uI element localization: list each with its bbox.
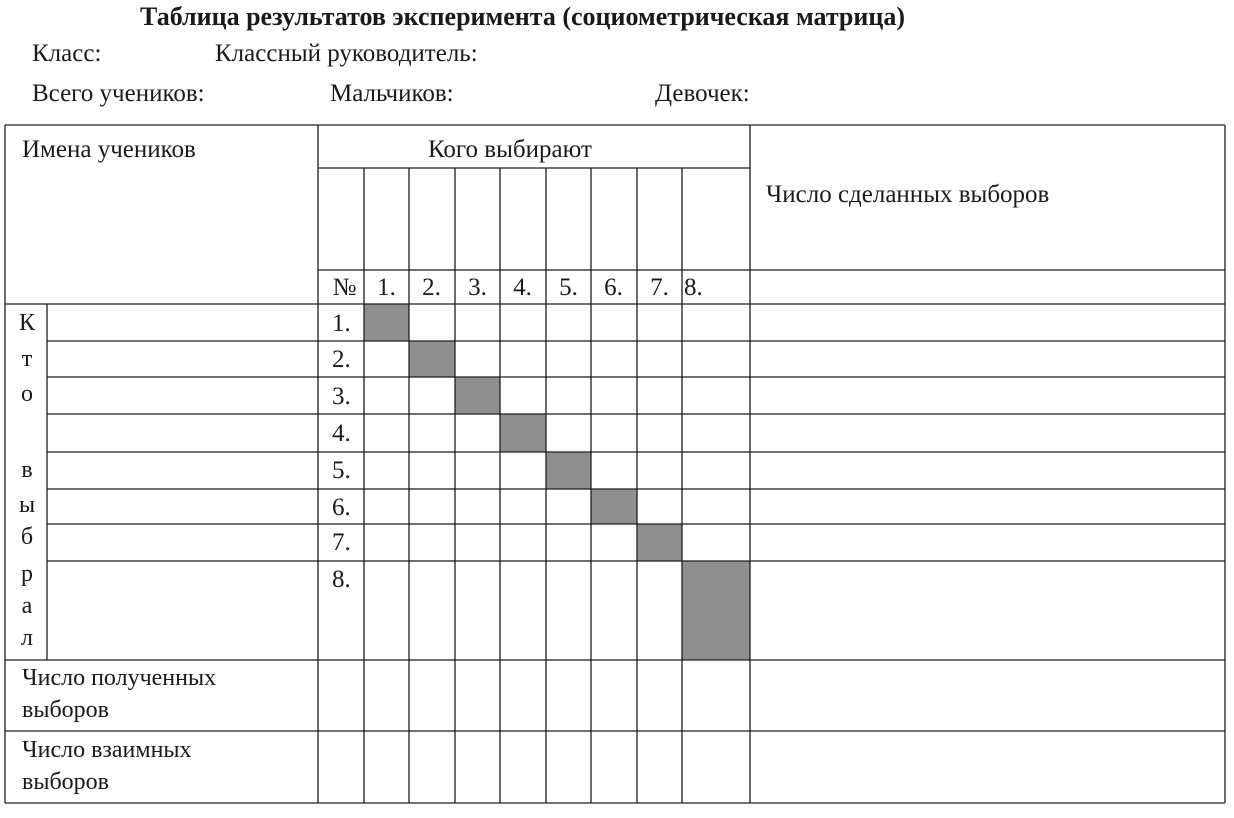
- vertical-letter: в: [21, 457, 33, 483]
- diagonal-cell-6: [591, 489, 637, 524]
- row-number: 5.: [332, 457, 351, 484]
- col-number: 3.: [468, 274, 487, 301]
- row-number: 4.: [332, 420, 351, 447]
- row-number: 6.: [332, 494, 351, 521]
- diagonal-cell-8: [682, 561, 750, 660]
- boys-label: Мальчиков:: [330, 80, 454, 107]
- diagonal-cell-5: [546, 452, 591, 489]
- choose-header: Кого выбирают: [428, 136, 592, 163]
- teacher-label: Классный руководитель:: [215, 40, 478, 67]
- diagonal-cell-7: [637, 524, 682, 561]
- diagonal-cell-3: [455, 377, 500, 414]
- names-header: Имена учеников: [22, 136, 196, 163]
- page-title: Таблица результатов эксперимента (социометрическая матрица): [140, 2, 906, 31]
- made-choices-header: Число сделанных выборов: [766, 181, 1050, 208]
- total-students-label: Всего учеников:: [32, 80, 205, 107]
- vertical-letter: р: [21, 561, 33, 587]
- col-number: 5.: [559, 274, 578, 301]
- col-number: 2.: [422, 274, 441, 301]
- vertical-letter: б: [20, 524, 34, 550]
- received-choices-label: Число полученных выборов: [22, 665, 217, 723]
- col-number: 1.: [377, 274, 396, 301]
- vertical-letter: К: [19, 310, 36, 336]
- col-number: 8.: [684, 274, 703, 301]
- row-number: 8.: [332, 566, 351, 593]
- vertical-letter: л: [21, 625, 33, 651]
- mutual-choices-label: Число взаимных выборов: [22, 737, 192, 795]
- diagonal-cell-2: [409, 341, 455, 377]
- col-number: 4.: [513, 274, 532, 301]
- diagonal-cell-1: [364, 304, 409, 341]
- num-sign: №: [332, 274, 357, 301]
- vertical-letter: а: [21, 593, 33, 619]
- row-number: 1.: [332, 310, 351, 337]
- col-number: 7.: [650, 274, 669, 301]
- vertical-letter: о: [21, 381, 33, 407]
- col-number: 6.: [604, 274, 623, 301]
- diagonal-cell-4: [500, 414, 546, 452]
- row-number: 7.: [332, 529, 351, 556]
- vertical-letter: ы: [19, 492, 36, 518]
- class-label: Класс:: [32, 40, 102, 67]
- vertical-letter: т: [21, 346, 33, 372]
- girls-label: Девочек:: [655, 80, 750, 107]
- row-number: 2.: [332, 346, 351, 373]
- row-number: 3.: [332, 383, 351, 410]
